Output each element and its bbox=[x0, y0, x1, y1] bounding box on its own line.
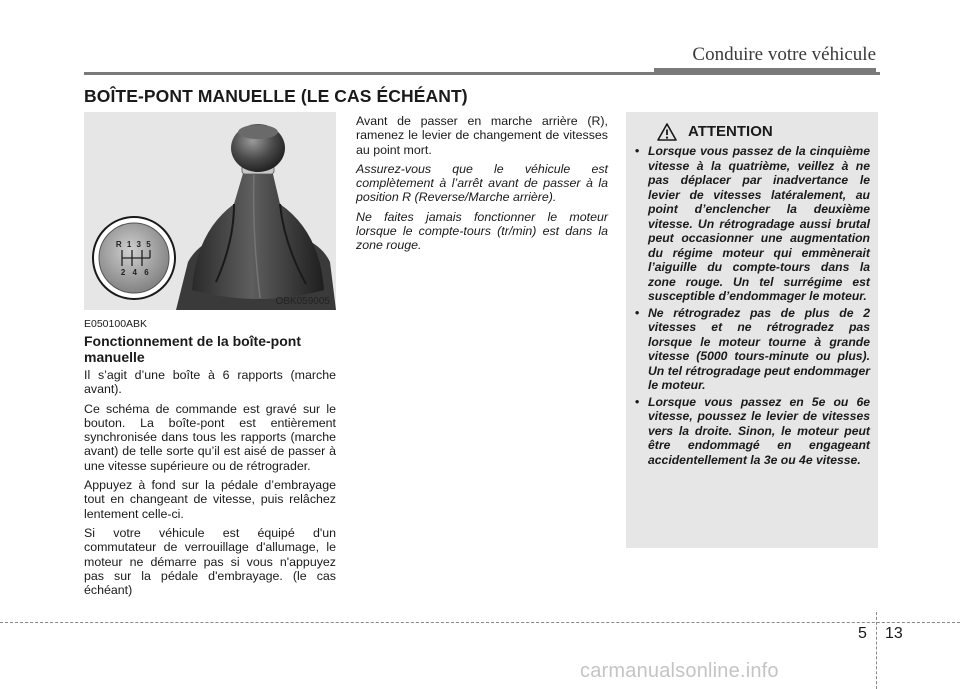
gear-shift-illustration bbox=[84, 112, 336, 310]
section-title: BOÎTE-PONT MANUELLE (LE CAS ÉCHÉANT) bbox=[84, 86, 468, 106]
footer-rule bbox=[0, 622, 960, 623]
italic-note: Assurez-vous que le véhicule est complètement à l’arrêt avant de passer à la position R (Reverse/Marche arrière). bbox=[356, 161, 608, 205]
watermark: carmanualsonline.info bbox=[580, 660, 779, 682]
paragraph: Appuyez à fond sur la pédale d’embrayage tout en changeant de vitesse, puis relâchez lentement celle-ci. bbox=[84, 478, 336, 521]
gear-pattern-bottom: 2 4 6 bbox=[120, 268, 152, 277]
gear-pattern-top: R 1 3 5 bbox=[115, 240, 153, 249]
chapter-number: 5 bbox=[858, 625, 867, 642]
paragraph: Il s’agit d’une boîte à 6 rapports (marche avant). bbox=[84, 368, 336, 397]
warning-triangle-icon bbox=[656, 122, 678, 142]
attention-box bbox=[626, 112, 878, 548]
attention-list bbox=[634, 144, 870, 469]
attention-header bbox=[656, 122, 773, 142]
header-rule-accent bbox=[654, 68, 876, 75]
list-item: • Lorsque vous passez en 5e ou 6e vitesse, poussez le levier de vitesses vers la droite. Sinon, le moteur peut être endommagé en engageant accidentellement la 3e ou 4e vitesse. bbox=[634, 395, 870, 468]
running-header: Conduire votre véhicule bbox=[692, 44, 876, 65]
list-item: • Lorsque vous passez de la cinquième vitesse à la quatrième, veillez à ne pas déplacer par inadvertance le levier de vitesses latéralement, au point d’enclencher la deuxième vitesse. Un rétrogradage aussi brutal peut occasionner une augmentation du régime moteur qui emmènerait l’aiguille du compte-tours dans la zone rouge. Un tel surrégime est susceptible d’endommager le moteur. bbox=[634, 144, 870, 304]
footer-divider bbox=[876, 612, 877, 689]
subheading: Fonctionnement de la boîte-pont manuelle bbox=[84, 333, 301, 365]
page-number: 13 bbox=[885, 625, 903, 642]
paragraph: Avant de passer en marche arrière (R), ramenez le levier de changement de vitesses au point mort. bbox=[356, 114, 608, 157]
list-item: • Ne rétrogradez pas de plus de 2 vitesses et ne rétrogradez pas lorsque le moteur tourne à grande vitesse (5000 tours-minute ou plus). Un tel rétrogradage peut endommager le moteur. bbox=[634, 306, 870, 393]
paragraph: Si votre véhicule est équipé d'un commutateur de verrouillage d'allumage, le moteur ne démarre pas si vous n'appuyez pas sur la pédale d'embrayage. (le cas échéant) bbox=[84, 525, 336, 598]
middle-body bbox=[356, 114, 608, 258]
paragraph: Ce schéma de commande est gravé sur le bouton. La boîte-pont est entièrement synchronisée dans tous les rapports (marche avant) de telle sorte qu’il est aisé de passer à une vitesse supérieure ou de rétrograder. bbox=[84, 401, 336, 473]
figure-code: OBK059005 bbox=[275, 296, 330, 307]
italic-note: Ne faites jamais fonctionner le moteur lorsque le compte-tours (tr/min) est dans la zone rouge. bbox=[356, 209, 608, 253]
reference-code: E050100ABK bbox=[84, 318, 148, 330]
gear-shift-figure bbox=[84, 112, 336, 310]
attention-title: ATTENTION bbox=[688, 123, 773, 140]
left-body bbox=[84, 368, 336, 602]
